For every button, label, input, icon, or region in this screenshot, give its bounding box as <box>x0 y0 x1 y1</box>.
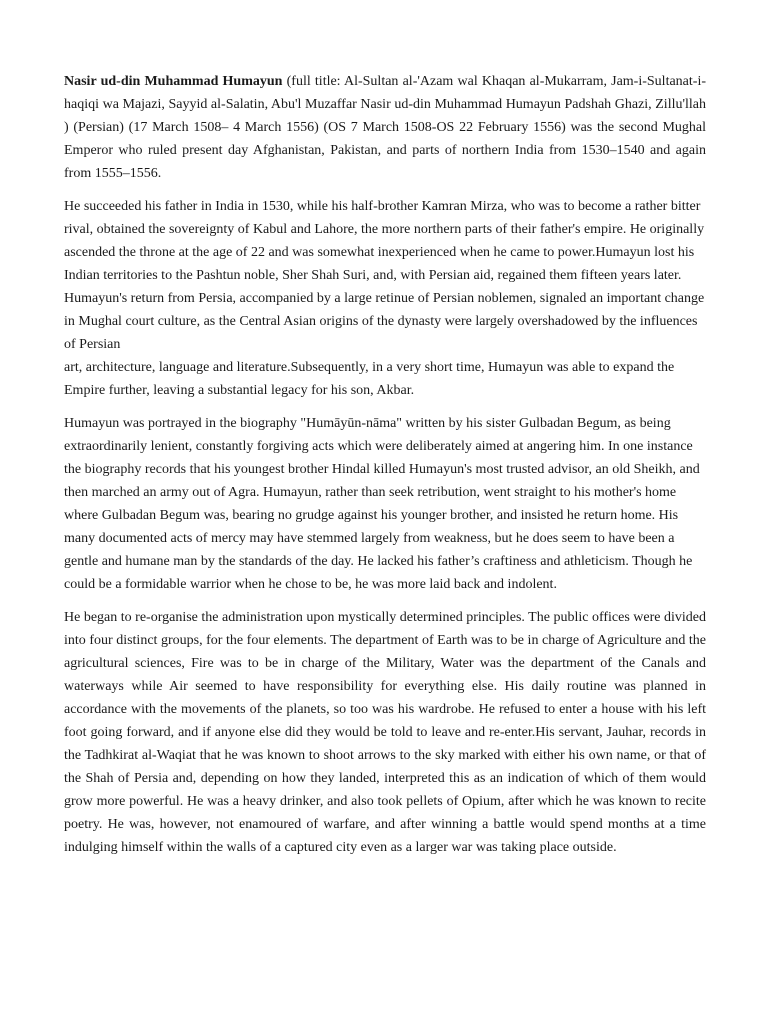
subject-name: Nasir ud-din Muhammad Humayun <box>64 74 283 89</box>
document-page <box>64 70 706 869</box>
administration-text: He began to re-organise the administration upon mystically determined principles. The public offices were divided into four distinct groups, for the four elements. The department of Earth was to be in charge of Agriculture and the agricultural sciences, Fire was to be in charge of the Military, Water was the department of the Canals and waterways while Air seemed to have responsibility for everything else. His daily routine was planned in accordance with the movements of the planets, so too was his wardrobe. He refused to enter a house with his left foot going forward, and if anyone else did they would be told to leave and re-enter.His servant, Jauhar, records in the Tadhkirat al-Waqiat that he was known to shoot arrows to the sky marked with either his own name, or that of the Shah of Persia and, depending on how they landed, interpreted this as an indication of which of them would grow more powerful. He was a heavy drinker, and also took pellets of Opium, after which he was known to recite poetry. He was, however, not enamoured of warfare, and after winning a battle would spend months at a time indulging himself within the walls of a captured city even as a larger war was taking place outside. <box>64 610 706 855</box>
paragraph-succession <box>64 195 706 402</box>
character-text: Humayun was portrayed in the biography "Humāyūn-nāma" written by his sister Gulbadan Begum, as being extraordinarily lenient, constantly forgiving acts which were deliberately aimed at angering him. In one instance the biography records that his youngest brother Hindal killed Humayun's most trusted advisor, an old Sheikh, and then marched an army out of Agra. Humayun, rather than seek retribution, went straight to his mother's home where Gulbadan Begum was, bearing no grudge against his younger brother, and insisted he return home. His many documented acts of mercy may have stemmed largely from weakness, but he does seem to have been a gentle and humane man by the standards of the day. He lacked his father’s craftiness and athleticism. Though he could be a formidable warrior when he chose to be, he was more laid back and indolent. <box>64 416 700 592</box>
paragraph-intro <box>64 70 706 185</box>
succession-text-continued: art, architecture, language and literature.Subsequently, in a very short time, Humayun was able to expand the Empire further, leaving a substantial legacy for his son, Akbar. <box>64 360 675 398</box>
paragraph-character <box>64 412 706 596</box>
succession-text: He succeeded his father in India in 1530, while his half-brother Kamran Mirza, who was to become a rather bitter rival, obtained the sovereignty of Kabul and Lahore, the more northern parts of their father's empire. He originally ascended the throne at the age of 22 and was somewhat inexperienced when he came to power.Humayun lost his Indian territories to the Pashtun noble, Sher Shah Suri, and, with Persian aid, regained them fifteen years later. Humayun's return from Persia, accompanied by a large retinue of Persian noblemen, signaled an important change in Mughal court culture, as the Central Asian origins of the dynasty were largely overshadowed by the influences of Persian <box>64 199 705 352</box>
intro-text: (full title: Al-Sultan al-'Azam wal Khaqan al-Mukarram, Jam-i-Sultanat-i-haqiqi wa Majazi, Sayyid al-Salatin, Abu'l Muzaffar Nasir ud-din Muhammad Humayun Padshah Ghazi, Zillu'llah ) (Persian) (17 March 1508– 4 March 1556) (OS 7 March 1508-OS 22 February 1556) was the second Mughal Emperor who ruled present day Afghanistan, Pakistan, and parts of northern India from 1530–1540 and again from 1555–1556. <box>64 74 706 181</box>
paragraph-administration <box>64 606 706 859</box>
